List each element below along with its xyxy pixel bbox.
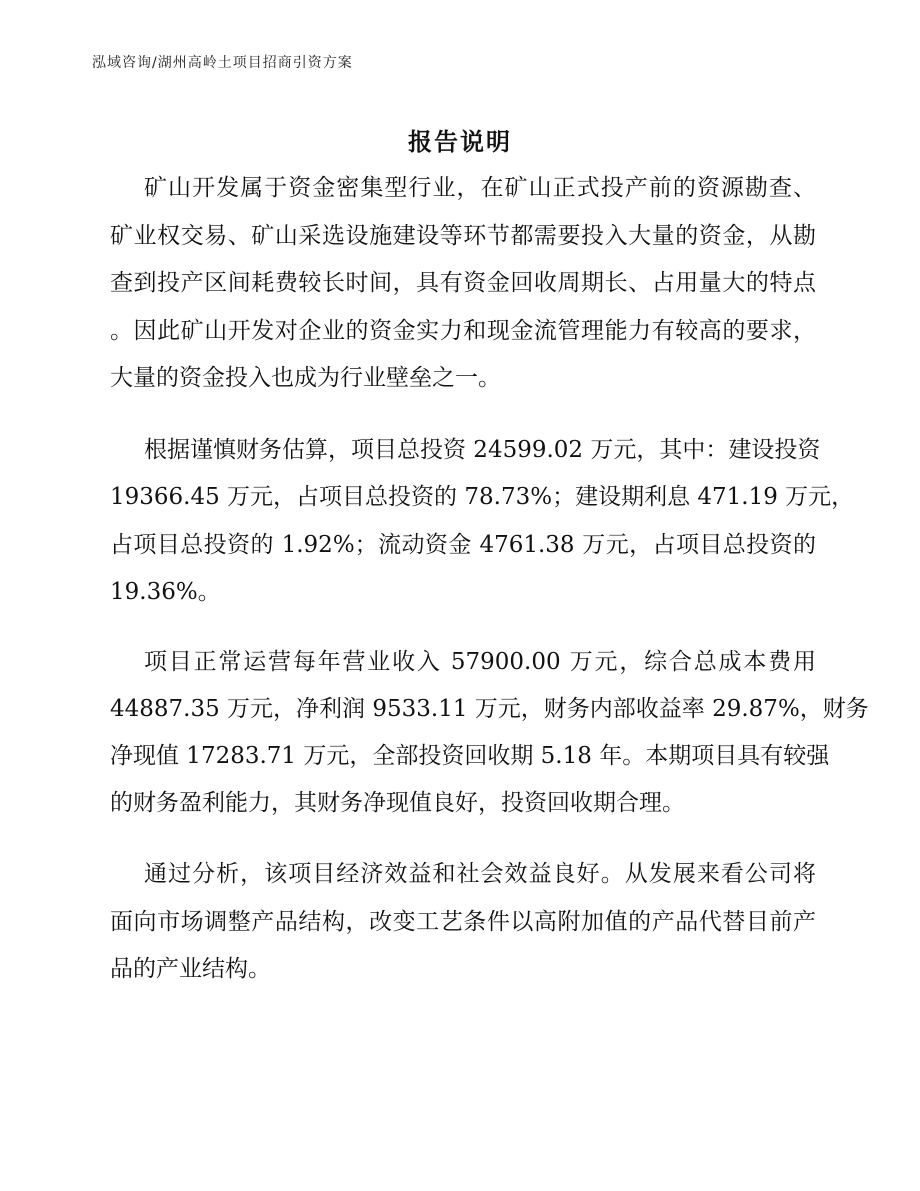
- paragraph-1-line: 查到投产区间耗费较长时间，具有资金回收周期长、占用量大的特点: [110, 270, 816, 296]
- paragraph-4-line: 面向市场调整产品结构，改变工艺条件以高附加值的产品代替目前产: [110, 909, 816, 935]
- paragraph-2-line: 根据谨慎财务估算，项目总投资 24599.02 万元，其中：建设投资: [144, 437, 821, 463]
- running-header: 泓域咨询/湖州高岭土项目招商引资方案: [92, 55, 353, 71]
- paragraph-2-line: 占项目总投资的 1.92%；流动资金 4761.38 万元，占项目总投资的: [110, 532, 816, 558]
- paragraph-1-line: 大量的资金投入也成为行业壁垒之一。: [110, 365, 501, 391]
- paragraph-1-line: 矿业权交易、矿山采选设施建设等环节都需要投入大量的资金，从勘: [110, 223, 816, 249]
- page-title: 报告说明: [408, 127, 512, 156]
- paragraph-3-line: 净现值 17283.71 万元，全部投资回收期 5.18 年。本期项目具有较强: [110, 743, 830, 769]
- paragraph-4-line: 品的产业结构。: [110, 956, 271, 982]
- paragraph-2-line: 19366.45 万元，占项目总投资的 78.73%；建设期利息 471.19 万元，: [110, 484, 855, 510]
- paragraph-3-line: 项目正常运营每年营业收入 57900.00 万元，综合总成本费用: [144, 649, 816, 675]
- paragraph-4-line: 通过分析，该项目经济效益和社会效益良好。从发展来看公司将: [144, 861, 816, 887]
- paragraph-1-line: 矿山开发属于资金密集型行业，在矿山正式投产前的资源勘查、: [144, 175, 816, 201]
- paragraph-3-line: 44887.35 万元，净利润 9533.11 万元，财务内部收益率 29.87%，财务: [110, 696, 869, 722]
- paragraph-2-line: 19.36%。: [110, 579, 221, 605]
- paragraph-1-line: 。因此矿山开发对企业的资金实力和现金流管理能力有较高的要求，: [110, 318, 816, 344]
- paragraph-3-line: 的财务盈利能力，其财务净现值良好，投资回收期合理。: [110, 790, 685, 816]
